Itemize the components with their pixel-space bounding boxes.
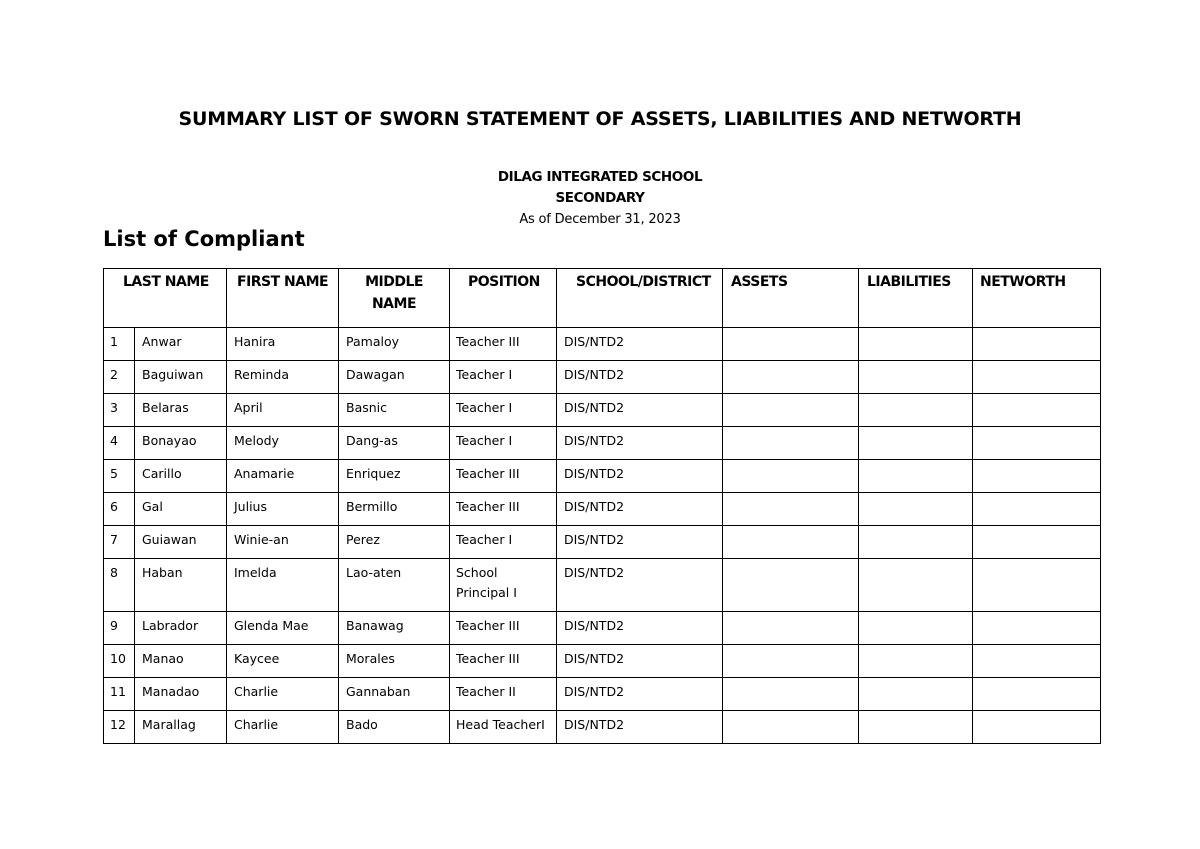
district-cell: DIS/NTD2 (557, 559, 723, 612)
networth-cell (973, 493, 1101, 526)
district-cell: DIS/NTD2 (557, 328, 723, 361)
position-cell: Teacher III (450, 645, 557, 678)
first-name-cell: Reminda (227, 361, 339, 394)
assets-cell (723, 427, 859, 460)
assets-cell (723, 328, 859, 361)
last-name-cell: Baguiwan (135, 361, 227, 394)
row-number: 1 (104, 328, 135, 361)
middle-name-cell: Morales (339, 645, 450, 678)
first-name-cell: Julius (227, 493, 339, 526)
table-row (104, 427, 1101, 460)
row-number: 9 (104, 612, 135, 645)
district-cell: DIS/NTD2 (557, 493, 723, 526)
middle-name-cell: Bado (339, 711, 450, 744)
row-number: 8 (104, 559, 135, 612)
assets-cell (723, 711, 859, 744)
assets-cell (723, 645, 859, 678)
last-name-cell: Manadao (135, 678, 227, 711)
middle-name-cell: Enriquez (339, 460, 450, 493)
table-row (104, 460, 1101, 493)
table-header-row (104, 269, 1101, 328)
liabilities-cell (859, 678, 973, 711)
district-cell: DIS/NTD2 (557, 678, 723, 711)
school-name: DILAG INTEGRATED SCHOOL (497, 169, 703, 185)
header-middle-name: MIDDLE NAME (339, 269, 450, 328)
last-name-cell: Marallag (135, 711, 227, 744)
table-row (104, 361, 1101, 394)
last-name-cell: Labrador (135, 612, 227, 645)
position-cell: Teacher III (450, 328, 557, 361)
table-row (104, 612, 1101, 645)
liabilities-cell (859, 394, 973, 427)
first-name-cell: Imelda (227, 559, 339, 612)
position-line-1: School (456, 565, 498, 580)
assets-cell (723, 460, 859, 493)
list-heading: List of Compliant (103, 227, 305, 251)
middle-name-cell: Banawag (339, 612, 450, 645)
position-cell: Teacher I (450, 427, 557, 460)
position-cell: Teacher III (450, 460, 557, 493)
header-first-name: FIRST NAME (227, 269, 339, 328)
first-name-cell: Charlie (227, 711, 339, 744)
liabilities-cell (859, 645, 973, 678)
school-level: SECONDARY (555, 190, 645, 206)
assets-cell (723, 678, 859, 711)
header-networth: NETWORTH (973, 269, 1101, 328)
assets-cell (723, 361, 859, 394)
row-number: 12 (104, 711, 135, 744)
networth-cell (973, 645, 1101, 678)
networth-cell (973, 361, 1101, 394)
position-cell (450, 559, 557, 612)
networth-cell (973, 394, 1101, 427)
header-position: POSITION (450, 269, 557, 328)
last-name-cell: Haban (135, 559, 227, 612)
assets-cell (723, 526, 859, 559)
compliant-table (103, 268, 1101, 744)
district-cell: DIS/NTD2 (557, 612, 723, 645)
last-name-cell: Carillo (135, 460, 227, 493)
last-name-cell: Anwar (135, 328, 227, 361)
first-name-cell: Anamarie (227, 460, 339, 493)
last-name-cell: Belaras (135, 394, 227, 427)
networth-cell (973, 526, 1101, 559)
networth-cell (973, 612, 1101, 645)
position-cell: Teacher I (450, 394, 557, 427)
row-number: 7 (104, 526, 135, 559)
table-row (104, 526, 1101, 559)
assets-cell (723, 493, 859, 526)
liabilities-cell (859, 361, 973, 394)
first-name-cell: Winie-an (227, 526, 339, 559)
document-title: SUMMARY LIST OF SWORN STATEMENT OF ASSETS, LIABILITIES AND NETWORTH (178, 108, 1022, 130)
last-name-cell: Manao (135, 645, 227, 678)
last-name-cell: Bonayao (135, 427, 227, 460)
middle-name-cell: Dang-as (339, 427, 450, 460)
table-row (104, 711, 1101, 744)
middle-name-cell: Gannaban (339, 678, 450, 711)
middle-name-cell: Perez (339, 526, 450, 559)
row-number: 2 (104, 361, 135, 394)
position-line-2: Principal I (456, 585, 517, 600)
row-number: 4 (104, 427, 135, 460)
last-name-cell: Guiawan (135, 526, 227, 559)
row-number: 3 (104, 394, 135, 427)
row-number: 6 (104, 493, 135, 526)
position-cell: Teacher III (450, 612, 557, 645)
first-name-cell: Glenda Mae (227, 612, 339, 645)
header-assets: ASSETS (723, 269, 859, 328)
networth-cell (973, 678, 1101, 711)
header-liabilities: LIABILITIES (859, 269, 973, 328)
position-cell: Teacher II (450, 678, 557, 711)
position-cell: Teacher I (450, 361, 557, 394)
position-cell: Teacher III (450, 493, 557, 526)
table-row (104, 678, 1101, 711)
liabilities-cell (859, 612, 973, 645)
middle-name-cell: Basnic (339, 394, 450, 427)
district-cell: DIS/NTD2 (557, 526, 723, 559)
liabilities-cell (859, 559, 973, 612)
district-cell: DIS/NTD2 (557, 645, 723, 678)
as-of-date: As of December 31, 2023 (519, 212, 681, 227)
first-name-cell: April (227, 394, 339, 427)
first-name-cell: Kaycee (227, 645, 339, 678)
networth-cell (973, 559, 1101, 612)
networth-cell (973, 711, 1101, 744)
position-cell: Teacher I (450, 526, 557, 559)
table-row (104, 328, 1101, 361)
networth-cell (973, 427, 1101, 460)
liabilities-cell (859, 427, 973, 460)
row-number: 11 (104, 678, 135, 711)
row-number: 10 (104, 645, 135, 678)
networth-cell (973, 328, 1101, 361)
middle-name-cell: Pamaloy (339, 328, 450, 361)
middle-name-cell: Bermillo (339, 493, 450, 526)
liabilities-cell (859, 493, 973, 526)
networth-cell (973, 460, 1101, 493)
liabilities-cell (859, 328, 973, 361)
liabilities-cell (859, 460, 973, 493)
header-last-name: LAST NAME (104, 269, 227, 328)
assets-cell (723, 612, 859, 645)
first-name-cell: Charlie (227, 678, 339, 711)
liabilities-cell (859, 711, 973, 744)
table-row (104, 394, 1101, 427)
first-name-cell: Melody (227, 427, 339, 460)
assets-cell (723, 559, 859, 612)
district-cell: DIS/NTD2 (557, 711, 723, 744)
position-cell: Head TeacherI (450, 711, 557, 744)
header-school-district: SCHOOL/DISTRICT (557, 269, 723, 328)
middle-name-cell: Lao-aten (339, 559, 450, 612)
last-name-cell: Gal (135, 493, 227, 526)
table-row (104, 645, 1101, 678)
liabilities-cell (859, 526, 973, 559)
table-row (104, 493, 1101, 526)
row-number: 5 (104, 460, 135, 493)
district-cell: DIS/NTD2 (557, 394, 723, 427)
assets-cell (723, 394, 859, 427)
table-row (104, 559, 1101, 612)
district-cell: DIS/NTD2 (557, 427, 723, 460)
first-name-cell: Hanira (227, 328, 339, 361)
district-cell: DIS/NTD2 (557, 460, 723, 493)
middle-name-cell: Dawagan (339, 361, 450, 394)
district-cell: DIS/NTD2 (557, 361, 723, 394)
